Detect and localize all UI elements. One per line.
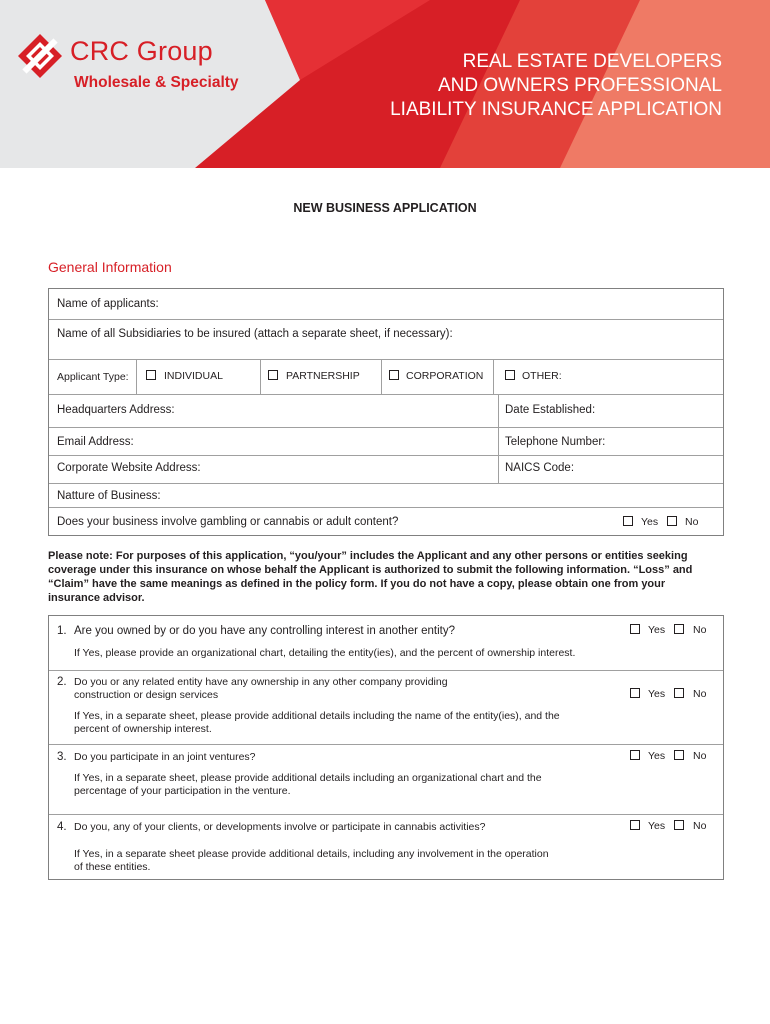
applicants-row[interactable] xyxy=(49,289,723,319)
question-followup: If Yes, please provide an organizational chart, detailing the entity(ies), and the percent of ownership interest. xyxy=(74,647,576,659)
question-text: Do you participate in an joint ventures? xyxy=(74,751,256,763)
no-label: No xyxy=(693,750,707,762)
question-number: 1. xyxy=(57,625,67,637)
question-text: Do you, any of your clients, or developments involve or participate in cannabis activities? xyxy=(74,821,486,833)
partnership-label: PARTNERSHIP xyxy=(286,370,360,382)
individual-checkbox[interactable] xyxy=(146,370,156,380)
website-row xyxy=(49,455,723,483)
other-checkbox[interactable] xyxy=(505,370,515,380)
question-number: 4. xyxy=(57,821,67,833)
title-line: LIABILITY INSURANCE APPLICATION xyxy=(390,99,722,120)
application-subtitle: NEW BUSINESS APPLICATION xyxy=(293,201,477,215)
subsidiaries-row[interactable] xyxy=(49,319,723,359)
question-text: Are you owned by or do you have any controlling interest in another entity? xyxy=(74,625,456,637)
brand-name: CRC Group xyxy=(70,36,213,66)
divider xyxy=(498,395,499,427)
definitions-note xyxy=(48,549,724,605)
divider xyxy=(498,428,499,455)
q4-no-checkbox[interactable] xyxy=(674,820,684,830)
corporation-label: CORPORATION xyxy=(406,370,484,382)
no-label: No xyxy=(693,624,707,636)
yes-label: Yes xyxy=(648,750,666,762)
question-text: construction or design services xyxy=(74,689,219,701)
question-number: 2. xyxy=(57,676,67,688)
crc-diamond-icon xyxy=(18,34,62,78)
note-line: coverage under this insurance on whose behalf the Applicant is authorized to submit the following information. “Loss” and xyxy=(48,564,693,576)
nature-label: Natture of Business: xyxy=(57,490,161,502)
divider xyxy=(498,456,499,483)
no-label: No xyxy=(685,516,699,528)
document-title xyxy=(322,50,722,122)
question-followup: percent of ownership interest. xyxy=(74,723,212,735)
q2-yes-checkbox[interactable] xyxy=(630,688,640,698)
question-number: 3. xyxy=(57,751,67,763)
yes-label: Yes xyxy=(648,624,666,636)
crc-logo xyxy=(18,32,278,102)
question-followup: If Yes, in a separate sheet please provide additional details, including any involvement in the operation xyxy=(74,848,549,860)
gambling-yes-checkbox[interactable] xyxy=(623,516,633,526)
divider xyxy=(136,360,137,394)
headquarters-row xyxy=(49,394,723,427)
gambling-question: Does your business involve gambling or cannabis or adult content? xyxy=(57,516,399,528)
note-line: insurance advisor. xyxy=(48,592,145,604)
question-4 xyxy=(49,814,723,880)
gambling-no-checkbox[interactable] xyxy=(667,516,677,526)
email-row xyxy=(49,427,723,455)
question-followup: of these entities. xyxy=(74,861,151,873)
q1-no-checkbox[interactable] xyxy=(674,624,684,634)
questions-form xyxy=(48,615,724,880)
gambling-row xyxy=(49,507,723,535)
title-line: REAL ESTATE DEVELOPERS xyxy=(462,51,722,72)
q4-yes-checkbox[interactable] xyxy=(630,820,640,830)
q2-no-checkbox[interactable] xyxy=(674,688,684,698)
headquarters-label[interactable]: Headquarters Address: xyxy=(57,404,175,416)
telephone-label[interactable]: Telephone Number: xyxy=(505,436,606,448)
note-line: “Claim” have the same meanings as defined in the policy form. If you do not have a copy, please obtain one from your xyxy=(48,578,666,590)
header-banner xyxy=(0,0,770,168)
divider xyxy=(493,360,494,394)
applicant-type-row xyxy=(49,359,723,394)
nature-row[interactable] xyxy=(49,483,723,507)
subsidiaries-label: Name of all Subsidiaries to be insured (attach a separate sheet, if necessary): xyxy=(57,328,453,340)
section-heading-general-info: General Information xyxy=(48,259,172,275)
title-line: AND OWNERS PROFESSIONAL xyxy=(438,75,722,96)
naics-label[interactable]: NAICS Code: xyxy=(505,462,575,474)
divider xyxy=(381,360,382,394)
question-text: Do you or any related entity have any ownership in any other company providing xyxy=(74,676,448,688)
partnership-checkbox[interactable] xyxy=(268,370,278,380)
yes-label: Yes xyxy=(648,688,666,700)
q3-yes-checkbox[interactable] xyxy=(630,750,640,760)
q3-no-checkbox[interactable] xyxy=(674,750,684,760)
yes-label: Yes xyxy=(641,516,659,528)
question-2 xyxy=(49,670,723,744)
applicant-type-label: Applicant Type: xyxy=(57,371,129,383)
yes-label: Yes xyxy=(648,820,666,832)
website-label[interactable]: Corporate Website Address: xyxy=(57,462,201,474)
question-followup: If Yes, in a separate sheet, please provide additional details including an organizational chart and the xyxy=(74,772,542,784)
brand-subtitle: Wholesale & Specialty xyxy=(74,74,239,91)
no-label: No xyxy=(693,688,707,700)
date-established-label[interactable]: Date Established: xyxy=(505,404,596,416)
question-1 xyxy=(49,616,723,670)
individual-label: INDIVIDUAL xyxy=(164,370,223,382)
applicants-label: Name of applicants: xyxy=(57,298,159,310)
divider xyxy=(260,360,261,394)
general-info-form xyxy=(48,288,724,536)
note-line: Please note: For purposes of this application, “you/your” includes the Applicant and any other persons or entities seeking xyxy=(48,550,688,562)
question-3 xyxy=(49,744,723,814)
email-label[interactable]: Email Address: xyxy=(57,436,134,448)
question-followup: percentage of your participation in the venture. xyxy=(74,785,291,797)
corporation-checkbox[interactable] xyxy=(389,370,399,380)
q1-yes-checkbox[interactable] xyxy=(630,624,640,634)
other-label: OTHER: xyxy=(522,370,562,382)
no-label: No xyxy=(693,820,707,832)
question-followup: If Yes, in a separate sheet, please provide additional details including the name of the entity(ies), and the xyxy=(74,710,560,722)
